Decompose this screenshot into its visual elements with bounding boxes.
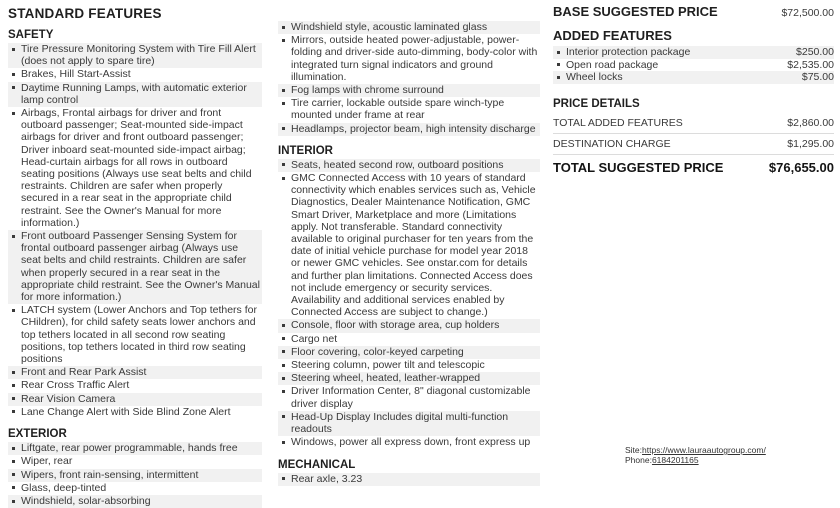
- feature-item: Liftgate, rear power programmable, hands free: [8, 442, 262, 455]
- feature-item: Steering column, power tilt and telescopic: [278, 359, 540, 372]
- dealer-footer: [625, 445, 766, 465]
- page-title: STANDARD FEATURES: [8, 6, 162, 21]
- feature-list: [278, 21, 540, 136]
- total-added-features-value: $2,860.00: [787, 116, 834, 129]
- site-link[interactable]: https://www.lauraautogroup.com/: [642, 445, 766, 455]
- feature-item: Seats, heated second row, outboard positions: [278, 159, 540, 172]
- feature-item: Brakes, Hill Start-Assist: [8, 68, 262, 81]
- feature-item: Tire carrier, lockable outside spare winch-type mounted under frame at rear: [278, 97, 540, 122]
- added-features-list: [553, 46, 834, 84]
- feature-list: [278, 159, 540, 450]
- section-heading-safety: SAFETY: [8, 29, 54, 41]
- added-features-heading: ADDED FEATURES: [553, 28, 672, 43]
- added-feature-row: [553, 71, 834, 84]
- phone-label: Phone:: [625, 455, 652, 465]
- feature-item: Front and Rear Park Assist: [8, 366, 262, 379]
- site-label: Site:: [625, 445, 643, 455]
- feature-item: Tire Pressure Monitoring System with Tire Fill Alert (does not apply to spare tire): [8, 43, 262, 68]
- destination-charge-row: [553, 134, 834, 155]
- feature-item: Rear Vision Camera: [8, 393, 262, 406]
- feature-list: [8, 442, 262, 508]
- added-feature-label: Wheel locks: [566, 71, 623, 84]
- total-suggested-price-label: TOTAL SUGGESTED PRICE: [553, 159, 724, 175]
- features-column-left: [8, 6, 262, 508]
- feature-item: Rear Cross Traffic Alert: [8, 379, 262, 392]
- feature-item: Windshield style, acoustic laminated glass: [278, 21, 540, 34]
- feature-item: LATCH system (Lower Anchors and Top tethers for CHildren), for child safety seats lower anchors and top tethers located in all second row seating positions, top tethers located in third row seating positions: [8, 304, 262, 366]
- feature-item: Windows, power all express down, front express up: [278, 436, 540, 449]
- pricing-column: [553, 4, 834, 175]
- feature-list: [8, 43, 262, 419]
- feature-item: Fog lamps with chrome surround: [278, 84, 540, 97]
- total-added-features-label: TOTAL ADDED FEATURES: [553, 116, 683, 129]
- added-feature-value: $250.00: [796, 46, 834, 58]
- site-line: [625, 445, 766, 455]
- feature-item: Wipers, front rain-sensing, intermittent: [8, 469, 262, 482]
- added-feature-value: $2,535.00: [787, 58, 834, 71]
- feature-item: GMC Connected Access with 10 years of standard connectivity which enables services such as, Vehicle Diagnostics, Dealer Maintenance Notification, GMC Smart Driver, Marketplace and more (Limitations apply. Not transferable. Standard connectivity available to original purchaser for ten years from the date of initial vehicle purchase for model year 2018 or newer GMC vehicles. See onstar.com for details and further plan limitations. Connected Access does not include emergency or security services. Availability and additional services enabled by Connected Access are subject to change.): [278, 172, 540, 319]
- feature-item: Headlamps, projector beam, high intensity discharge: [278, 123, 540, 136]
- added-feature-label: Open road package: [566, 58, 659, 71]
- feature-item: Mirrors, outside heated power-adjustable, power-folding and driver-side auto-dimming, body-color with integrated turn signal indicators and ground illumination.: [278, 34, 540, 84]
- phone-line: [625, 455, 766, 465]
- left-sections: [8, 29, 262, 508]
- feature-list: [278, 473, 540, 486]
- base-price-value: $72,500.00: [781, 7, 834, 19]
- feature-item: Lane Change Alert with Side Blind Zone Alert: [8, 406, 262, 419]
- added-feature-row: [553, 59, 834, 72]
- feature-item: Glass, deep-tinted: [8, 482, 262, 495]
- section-heading-exterior: EXTERIOR: [8, 428, 67, 441]
- added-feature-value: $75.00: [801, 71, 834, 84]
- base-price-label: BASE SUGGESTED PRICE: [553, 4, 718, 19]
- feature-item: Rear axle, 3.23: [278, 473, 540, 486]
- feature-item: Console, floor with storage area, cup holders: [278, 319, 540, 332]
- features-column-middle: [278, 21, 540, 486]
- phone-link[interactable]: 6184201165: [651, 455, 699, 465]
- feature-item: Driver Information Center, 8" diagonal customizable driver display: [278, 385, 540, 410]
- section-heading-mechanical: MECHANICAL: [278, 458, 356, 471]
- feature-item: Cargo net: [278, 333, 540, 346]
- feature-item: Airbags, Frontal airbags for driver and front outboard passenger; Seat-mounted side-impact airbags for driver and front outboard passenger; Driver inboard seat-mounted side-impact airbag; Head-curtain airbags for all rows in outboard seating positions (Always use seat belts and child restraints. Children are safer when properly secured in a rear seat in the appropriate child restraint. See the Owner's Manual for more information.): [8, 107, 262, 230]
- section-heading-interior: INTERIOR: [278, 144, 333, 157]
- feature-item: Steering wheel, heated, leather-wrapped: [278, 372, 540, 385]
- total-suggested-price-row: [553, 155, 834, 175]
- feature-item: Daytime Running Lamps, with automatic exterior lamp control: [8, 82, 262, 107]
- feature-item: Wiper, rear: [8, 455, 262, 468]
- price-details-heading: PRICE DETAILS: [553, 97, 640, 110]
- feature-item: Windshield, solar-absorbing: [8, 495, 262, 508]
- added-feature-row: [553, 46, 834, 59]
- destination-charge-label: DESTINATION CHARGE: [553, 137, 671, 150]
- total-suggested-price-value: $76,655.00: [768, 159, 834, 175]
- destination-charge-value: $1,295.00: [787, 137, 834, 150]
- added-feature-label: Interior protection package: [566, 46, 691, 58]
- base-price-row: [553, 4, 834, 19]
- middle-sections: [278, 21, 540, 486]
- feature-item: Head-Up Display Includes digital multi-function readouts: [278, 411, 540, 436]
- feature-item: Front outboard Passenger Sensing System for frontal outboard passenger airbag (Always use seat belts and child restraints. Children are safer when properly secured in a rear seat in the appropriate child restraint. See the Owner's Manual for more information.): [8, 230, 262, 304]
- total-added-features-row: [553, 113, 834, 134]
- feature-item: Floor covering, color-keyed carpeting: [278, 346, 540, 359]
